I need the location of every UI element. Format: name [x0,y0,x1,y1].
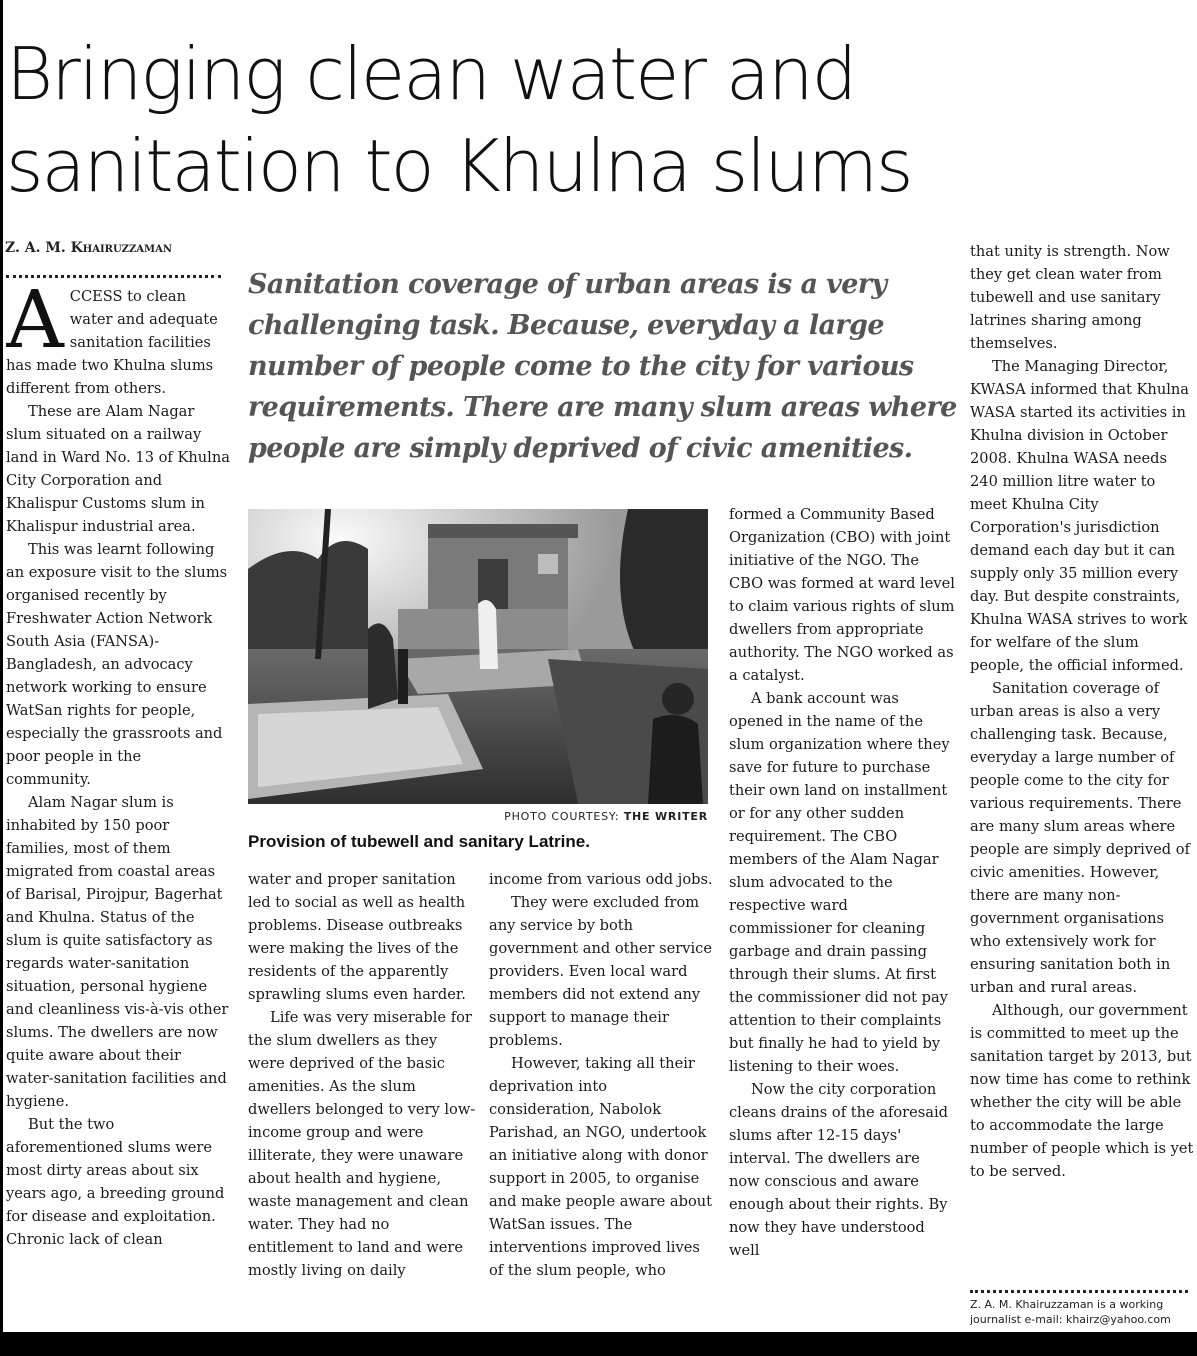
article-photo [248,509,708,804]
paragraph: that unity is strength. Now they get clean water from tubewell and use sanitary latrines sharing among themselves. [970,243,1170,352]
author-bio: Z. A. M. Khairuzzaman is a working journalist e-mail: khairz@yahoo.com [970,1298,1171,1326]
pull-quote: Sanitation coverage of urban areas is a very challenging task. Because, everyday a large number of people come to the city for various requirements. There are many slum areas where people are simply deprived of civic amenities. [248,269,957,464]
newspaper-page [3,0,1197,1332]
photo-illustration [248,509,708,804]
photo-credit-label: PHOTO COURTESY: [504,810,620,823]
article-column-3 [489,868,715,1332]
bio-divider [970,1290,1188,1293]
photo-credit [248,810,708,823]
paragraph: They were excluded from any service by both government and other service providers. Even local ward members did not extend any support to manage their problems. [489,894,712,1049]
paragraph: A bank account was opened in the name of the slum organization where they save for future to purchase their own land on installment or for any other sudden requirement. The CBO members of the Alam Nagar slum advocated to the respective ward commissioner for cleaning garbage and drain passing through their slums. At first the commissioner did not pay attention to their complaints but finally he had to yield by listening to their woes. [729,690,950,1075]
byline: Z. A. M. Khairuzzaman [5,240,172,256]
paragraph: These are Alam Nagar slum situated on a railway land in Ward No. 13 of Khulna City Corporation and Khalispur Customs slum in Khalispur industrial area. [6,403,230,535]
paragraph: But the two aforementioned slums were most dirty areas about six years ago, a breeding ground for disease and exploitation. Chronic lack of clean [6,1116,225,1248]
article-column-1 [6,285,230,1332]
article-column-2 [248,868,476,1332]
paragraph: The Managing Director, KWASA informed that Khulna WASA started its activities in Khulna division in October 2008. Khulna WASA needs 240 million litre water to meet Khulna City Corporation's jurisdiction demand each day but it can supply only 35 million every day. But despite constraints, Khulna WASA strives to work for welfare of the slum people, the official informed. [970,358,1189,674]
paragraph: water and proper sanitation led to social as well as health problems. Disease outbreaks were making the lives of the residents of the apparently sprawling slums even harder. [248,871,466,1003]
paragraph: Alam Nagar slum is inhabited by 150 poor families, most of them migrated from coastal areas of Barisal, Pirojpur, Bagerhat and Khulna. Status of the slum is quite satisfactory as regards water-sanitation situation, personal hygiene and cleanliness vis-à-vis other slums. The dwellers are now quite aware about their water-sanitation facilities and hygiene. [6,794,229,1110]
headline: Bringing clean water and sanitation to Khulna slums [6,32,912,208]
paragraph: income from various odd jobs. [489,871,713,888]
photo-credit-name: THE WRITER [623,810,708,823]
paragraph: Now the city corporation cleans drains of the aforesaid slums after 12-15 days' interval. The dwellers are now conscious and aware enough about their rights. By now they have understood well [729,1081,948,1259]
drop-cap: A [6,285,64,366]
byline-divider [6,275,221,278]
article-column-4 [729,503,955,1332]
paragraph: Sanitation coverage of urban areas is also a very challenging task. Because, everyday a large number of people come to the city for various requirements. There are many slum areas where people are simply deprived of civic amenities. However, there are many non-government organisations who extensively work for ensuring sanitation both in urban and rural areas. [970,680,1190,996]
photo-caption: Provision of tubewell and sanitary Latrine. [248,832,590,851]
lead-text: CCESS to clean water and adequate sanitation facilities has made two Khulna slums different from others. [6,288,218,397]
article-column-5 [970,240,1196,1285]
paragraph: Although, our government is committed to meet up the sanitation target by 2013, but now time has come to rethink whether the city will be able to accommodate the large number of people which is yet to be served. [970,1002,1194,1180]
paragraph: This was learnt following an exposure visit to the slums organised recently by Freshwater Action Network South Asia (FANSA)-Bangladesh, an advocacy network working to ensure WatSan rights for people, especially the grassroots and poor people in the community. [6,541,228,788]
paragraph: formed a Community Based Organization (CBO) with joint initiative of the NGO. The CBO was formed at ward level to claim various rights of slum dwellers from appropriate authority. The NGO worked as a catalyst. [729,506,955,684]
paragraph: However, taking all their deprivation into consideration, Nabolok Parishad, an NGO, undertook an initiative along with donor support in 2005, to organise and make people aware about WatSan issues. The interventions improved lives of the slum people, who [489,1055,713,1279]
paragraph: Life was very miserable for the slum dwellers as they were deprived of the basic amenities. As the slum dwellers belonged to very low-income group and were illiterate, they were unaware about health and hygiene, waste management and clean water. They had no entitlement to land and were mostly living on daily [248,1009,476,1279]
lead-paragraph [6,285,230,400]
